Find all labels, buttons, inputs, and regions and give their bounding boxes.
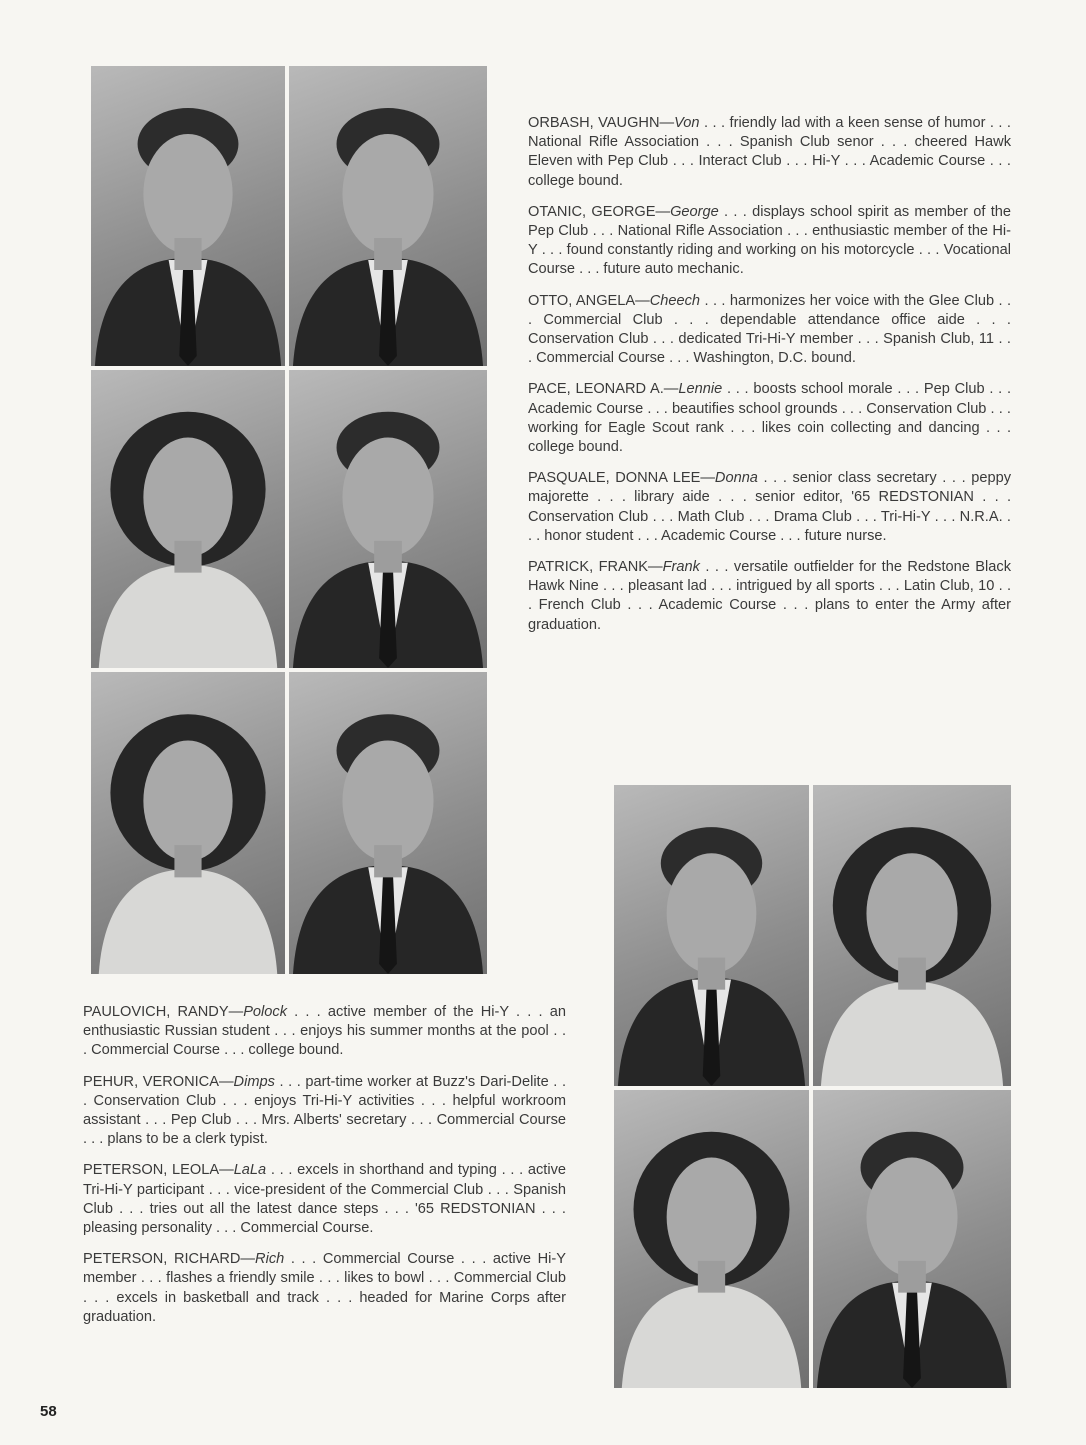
bio-entry [528,469,1011,546]
bio-nickname: Lennie [678,381,723,398]
bio-nickname: Von [674,115,700,131]
bio-entry [83,1073,566,1150]
otanic-portrait [289,66,487,366]
bio-text: . . . friendly lad with a keen sense of humor . . . National Rifle Association . . . Spanish Club senor . . . cheered Hawk Eleven with Pep Club . . . Interact Club . . . Hi-Y . . . Academic Course . . . college bound. [528,115,1011,189]
bio-entry [528,114,1011,191]
pasquale-portrait [91,672,285,974]
bio-name: OTANIC, GEORGE— [528,203,671,220]
bio-entry [83,1161,566,1238]
bio-name: PAULOVICH, RANDY— [83,1004,244,1020]
bio-text: . . . part-time worker at Buzz's Dari-Delite . . . Conservation Club . . . enjoys Tri-Hi-Y activities . . . helpful workroom assistant . . . Pep Club . . . Mrs. Alberts' secretary . . . Commercial Course . . . plans to be a clerk typist. [83,1073,567,1148]
bio-name: ORBASH, VAUGHN— [528,115,675,131]
bio-nickname: Dimps [233,1073,275,1090]
bio-nickname: Polock [243,1004,287,1020]
peterson-richard-portrait [813,1090,1011,1388]
page-number: 58 [40,1403,57,1420]
bio-column-bottom-left [83,1003,566,1339]
bio-text: . . . displays school spirit as member of the Pep Club . . . National Rifle Association . . . enthusiastic member of the Hi-Y . . . found constantly riding and working on his motorcycle . . . Vocational Course . . . future auto mechanic. [528,203,1011,278]
bio-nickname: George [670,203,719,220]
bio-name: OTTO, ANGELA— [528,292,650,309]
bio-name: PASQUALE, DONNA LEE— [528,470,715,487]
portrait-grid-top-left [91,66,487,974]
bio-nickname: Donna [714,470,758,487]
bio-entry [528,292,1011,369]
bio-text: . . . harmonizes her voice with the Glee Club . . . Commercial Club . . . dependable attendance office aide . . . Conservation Club . . . dedicated Tri-Hi-Y member . . . Spanish Club, 11 . . . Commercial Course . . . Washington, D.C. bound. [528,292,1012,367]
bio-entry [83,1250,566,1327]
bio-name: PACE, LEONARD A.— [528,381,679,398]
bio-name: PETERSON, LEOLA— [83,1162,234,1179]
portrait-grid-bottom-right [614,785,1011,1388]
otto-portrait [91,370,285,668]
bio-name: PETERSON, RICHARD— [83,1251,256,1268]
bio-text: . . . boosts school morale . . . Pep Club . . . Academic Course . . . beautifies school grounds . . . Conservation Club . . . working for Eagle Scout rank . . . likes coin collecting and dancing . . . college bound. [528,381,1012,456]
bio-nickname: LaLa [233,1162,267,1179]
bio-entry [528,380,1011,457]
orbash-portrait [91,66,285,366]
bio-column-top-right [528,114,1011,647]
bio-text: . . . senior class secretary . . . peppy majorette . . . library aide . . . senior editor, '65 REDSTONIAN . . . Conservation Club . . . Math Club . . . Drama Club . . . Tri-Hi-Y . . . N.R.A. . . . honor student . . . Academic Course . . . future nurse. [528,470,1011,544]
bio-entry [528,558,1011,635]
bio-text: . . . versatile outfielder for the Redstone Black Hawk Nine . . . pleasant lad . . . intrigued by all sports . . . Latin Club, 10 . . . French Club . . . Academic Course . . . plans to enter the Army after graduation. [528,559,1011,633]
bio-entry [83,1003,566,1061]
bio-nickname: Cheech [649,292,701,309]
paulovich-portrait [614,785,809,1086]
bio-nickname: Frank [662,559,700,576]
patrick-portrait [289,672,487,974]
bio-text: . . . excels in shorthand and typing . . . active Tri-Hi-Y participant . . . vice-president of the Commercial Club . . . Spanish Club . . . tries out all the latest dance steps . . . '65 REDSTONIAN . . . pleasing personality . . . Commercial Course. [83,1162,566,1237]
bio-entry [528,203,1011,280]
bio-nickname: Rich [255,1251,285,1268]
pace-portrait [289,370,487,668]
peterson-leola-portrait [614,1090,809,1388]
bio-name: PEHUR, VERONICA— [83,1073,234,1090]
pehur-portrait [813,785,1011,1086]
bio-text: . . . active member of the Hi-Y . . . an enthusiastic Russian student . . . enjoys his summer months at the pool . . . Commercial Course . . . college bound. [83,1004,567,1059]
bio-name: PATRICK, FRANK— [528,559,663,576]
bio-text: . . . Commercial Course . . . active Hi-Y member . . . flashes a friendly smile . . . likes to bowl . . . Commercial Club . . . excels in basketball and track . . . headed for Marine Corps after graduation. [83,1251,567,1325]
